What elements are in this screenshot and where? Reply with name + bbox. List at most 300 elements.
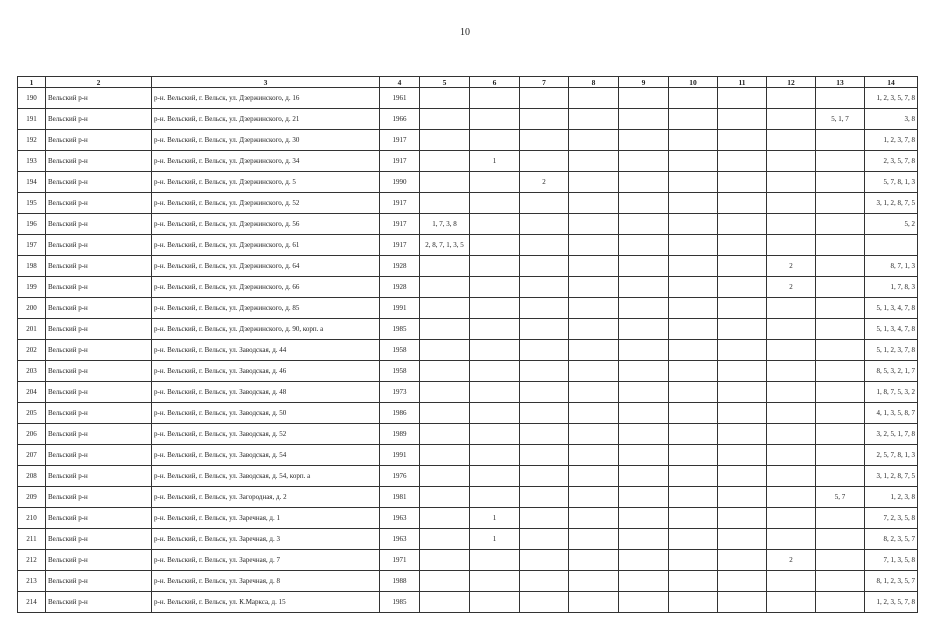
col14-cell: 5, 2 <box>865 214 918 235</box>
col5-cell <box>420 88 470 109</box>
col8-cell <box>569 529 619 550</box>
col5-cell <box>420 571 470 592</box>
table-row <box>18 508 918 529</box>
table-row <box>18 298 918 319</box>
table-row <box>18 361 918 382</box>
col8-cell <box>569 340 619 361</box>
col5-cell <box>420 151 470 172</box>
col14-cell: 1, 2, 3, 8 <box>865 487 918 508</box>
year-cell: 1917 <box>380 214 420 235</box>
col7-cell <box>520 256 569 277</box>
col12-cell <box>767 319 816 340</box>
col7-cell <box>520 445 569 466</box>
col7-cell <box>520 88 569 109</box>
col6-cell <box>470 88 520 109</box>
col5-cell <box>420 172 470 193</box>
col14-cell: 2, 5, 7, 8, 1, 3 <box>865 445 918 466</box>
table-row <box>18 130 918 151</box>
district-cell: Вельский р-н <box>46 382 152 403</box>
col7-cell <box>520 466 569 487</box>
col14-cell: 5, 1, 3, 4, 7, 8 <box>865 319 918 340</box>
col14-cell: 2, 3, 5, 7, 8 <box>865 151 918 172</box>
row-number: 194 <box>18 172 46 193</box>
col9-cell <box>619 445 669 466</box>
col11-cell <box>718 466 767 487</box>
col14-cell: 3, 1, 2, 8, 7, 5 <box>865 193 918 214</box>
col9-cell <box>619 403 669 424</box>
year-cell: 1985 <box>380 319 420 340</box>
col7-cell <box>520 382 569 403</box>
col10-cell <box>669 235 718 256</box>
col5-cell <box>420 382 470 403</box>
col6-cell <box>470 403 520 424</box>
address-cell: р-н. Вельский, г. Вельск, ул. Заводская, д. 52 <box>152 424 380 445</box>
column-header: 14 <box>865 77 918 88</box>
row-number: 207 <box>18 445 46 466</box>
col8-cell <box>569 445 619 466</box>
col11-cell <box>718 550 767 571</box>
column-header: 11 <box>718 77 767 88</box>
col8-cell <box>569 361 619 382</box>
row-number: 198 <box>18 256 46 277</box>
col9-cell <box>619 88 669 109</box>
col6-cell <box>470 571 520 592</box>
col11-cell <box>718 592 767 613</box>
col12-cell <box>767 361 816 382</box>
row-number: 213 <box>18 571 46 592</box>
col10-cell <box>669 403 718 424</box>
col14-cell: 8, 5, 3, 2, 1, 7 <box>865 361 918 382</box>
col14-cell: 1, 2, 3, 5, 7, 8 <box>865 592 918 613</box>
year-cell: 1917 <box>380 151 420 172</box>
table-row <box>18 403 918 424</box>
year-cell: 1976 <box>380 466 420 487</box>
col11-cell <box>718 235 767 256</box>
year-cell: 1917 <box>380 235 420 256</box>
col7-cell <box>520 361 569 382</box>
col9-cell <box>619 130 669 151</box>
col8-cell <box>569 592 619 613</box>
col5-cell <box>420 361 470 382</box>
col10-cell <box>669 298 718 319</box>
column-header: 8 <box>569 77 619 88</box>
col14-cell: 7, 1, 3, 5, 8 <box>865 550 918 571</box>
col10-cell <box>669 193 718 214</box>
col9-cell <box>619 487 669 508</box>
col6-cell <box>470 361 520 382</box>
col9-cell <box>619 298 669 319</box>
col6-cell <box>470 340 520 361</box>
district-cell: Вельский р-н <box>46 424 152 445</box>
col10-cell <box>669 361 718 382</box>
col10-cell <box>669 172 718 193</box>
col12-cell <box>767 340 816 361</box>
col8-cell <box>569 403 619 424</box>
col9-cell <box>619 235 669 256</box>
year-cell: 1990 <box>380 172 420 193</box>
col11-cell <box>718 256 767 277</box>
col13-cell <box>816 214 865 235</box>
col11-cell <box>718 88 767 109</box>
year-cell: 1988 <box>380 571 420 592</box>
col8-cell <box>569 88 619 109</box>
col5-cell <box>420 424 470 445</box>
address-cell: р-н. Вельский, г. Вельск, ул. Заречная, д. 1 <box>152 508 380 529</box>
col13-cell <box>816 298 865 319</box>
col8-cell <box>569 172 619 193</box>
col7-cell <box>520 487 569 508</box>
column-header: 12 <box>767 77 816 88</box>
year-cell: 1991 <box>380 445 420 466</box>
col11-cell <box>718 214 767 235</box>
col14-cell: 7, 2, 3, 5, 8 <box>865 508 918 529</box>
year-cell: 1991 <box>380 298 420 319</box>
column-header: 5 <box>420 77 470 88</box>
row-number: 205 <box>18 403 46 424</box>
address-cell: р-н. Вельский, г. Вельск, ул. Дзержинского, д. 34 <box>152 151 380 172</box>
col11-cell <box>718 193 767 214</box>
col11-cell <box>718 508 767 529</box>
table-row <box>18 88 918 109</box>
col11-cell <box>718 445 767 466</box>
col10-cell <box>669 382 718 403</box>
col11-cell <box>718 403 767 424</box>
col7-cell <box>520 130 569 151</box>
column-header: 2 <box>46 77 152 88</box>
col12-cell <box>767 529 816 550</box>
col10-cell <box>669 550 718 571</box>
col5-cell <box>420 466 470 487</box>
col8-cell <box>569 151 619 172</box>
col13-cell: 5, 7 <box>816 487 865 508</box>
col5-cell <box>420 109 470 130</box>
col9-cell <box>619 109 669 130</box>
col13-cell: 5, 1, 7 <box>816 109 865 130</box>
col5-cell <box>420 487 470 508</box>
col12-cell <box>767 571 816 592</box>
col9-cell <box>619 571 669 592</box>
col9-cell <box>619 193 669 214</box>
col6-cell <box>470 193 520 214</box>
col12-cell <box>767 235 816 256</box>
col5-cell <box>420 256 470 277</box>
row-number: 192 <box>18 130 46 151</box>
col13-cell <box>816 151 865 172</box>
row-number: 190 <box>18 88 46 109</box>
district-cell: Вельский р-н <box>46 235 152 256</box>
col9-cell <box>619 592 669 613</box>
col6-cell <box>470 109 520 130</box>
col12-cell <box>767 298 816 319</box>
col7-cell <box>520 592 569 613</box>
col5-cell <box>420 403 470 424</box>
address-cell: р-н. Вельский, г. Вельск, ул. Заводская, д. 54 <box>152 445 380 466</box>
col9-cell <box>619 172 669 193</box>
address-cell: р-н. Вельский, г. Вельск, ул. Дзержинского, д. 85 <box>152 298 380 319</box>
column-header: 6 <box>470 77 520 88</box>
col6-cell: 1 <box>470 151 520 172</box>
col12-cell <box>767 592 816 613</box>
col9-cell <box>619 361 669 382</box>
col11-cell <box>718 277 767 298</box>
col10-cell <box>669 214 718 235</box>
col10-cell <box>669 277 718 298</box>
col13-cell <box>816 361 865 382</box>
col11-cell <box>718 298 767 319</box>
col13-cell <box>816 529 865 550</box>
address-cell: р-н. Вельский, г. Вельск, ул. Заводская, д. 54, корп. а <box>152 466 380 487</box>
col13-cell <box>816 550 865 571</box>
col14-cell: 8, 7, 1, 3 <box>865 256 918 277</box>
col10-cell <box>669 445 718 466</box>
col7-cell <box>520 529 569 550</box>
address-cell: р-н. Вельский, г. Вельск, ул. Заречная, д. 7 <box>152 550 380 571</box>
col6-cell <box>470 172 520 193</box>
col11-cell <box>718 109 767 130</box>
col13-cell <box>816 277 865 298</box>
col11-cell <box>718 319 767 340</box>
col5-cell <box>420 319 470 340</box>
table-row <box>18 319 918 340</box>
year-cell: 1971 <box>380 550 420 571</box>
address-cell: р-н. Вельский, г. Вельск, ул. Заводская, д. 44 <box>152 340 380 361</box>
col7-cell <box>520 403 569 424</box>
col13-cell <box>816 193 865 214</box>
district-cell: Вельский р-н <box>46 592 152 613</box>
table-row <box>18 382 918 403</box>
col8-cell <box>569 214 619 235</box>
address-cell: р-н. Вельский, г. Вельск, ул. К.Маркса, д. 15 <box>152 592 380 613</box>
table-row <box>18 214 918 235</box>
address-cell: р-н. Вельский, г. Вельск, ул. Дзержинского, д. 52 <box>152 193 380 214</box>
row-number: 211 <box>18 529 46 550</box>
district-cell: Вельский р-н <box>46 319 152 340</box>
column-header: 1 <box>18 77 46 88</box>
row-number: 191 <box>18 109 46 130</box>
col10-cell <box>669 424 718 445</box>
table-row <box>18 487 918 508</box>
district-cell: Вельский р-н <box>46 361 152 382</box>
year-cell: 1986 <box>380 403 420 424</box>
page-number: 10 <box>460 27 470 38</box>
col6-cell <box>470 319 520 340</box>
column-header: 10 <box>669 77 718 88</box>
col13-cell <box>816 424 865 445</box>
table-row <box>18 550 918 571</box>
column-header: 3 <box>152 77 380 88</box>
col7-cell <box>520 298 569 319</box>
col7-cell <box>520 235 569 256</box>
col14-cell: 1, 8, 7, 5, 3, 2 <box>865 382 918 403</box>
col6-cell <box>470 424 520 445</box>
col5-cell <box>420 298 470 319</box>
col7-cell <box>520 340 569 361</box>
col13-cell <box>816 592 865 613</box>
row-number: 206 <box>18 424 46 445</box>
col10-cell <box>669 88 718 109</box>
col7-cell: 2 <box>520 172 569 193</box>
year-cell: 1917 <box>380 193 420 214</box>
district-cell: Вельский р-н <box>46 550 152 571</box>
table-row <box>18 445 918 466</box>
table-row <box>18 466 918 487</box>
row-number: 199 <box>18 277 46 298</box>
district-cell: Вельский р-н <box>46 445 152 466</box>
column-header: 4 <box>380 77 420 88</box>
col6-cell: 1 <box>470 508 520 529</box>
col8-cell <box>569 298 619 319</box>
col7-cell <box>520 109 569 130</box>
row-number: 197 <box>18 235 46 256</box>
table-row <box>18 172 918 193</box>
year-cell: 1966 <box>380 109 420 130</box>
col6-cell: 1 <box>470 529 520 550</box>
col13-cell <box>816 382 865 403</box>
col14-cell: 1, 7, 8, 3 <box>865 277 918 298</box>
row-number: 200 <box>18 298 46 319</box>
table-row <box>18 340 918 361</box>
col5-cell: 1, 7, 3, 8 <box>420 214 470 235</box>
col10-cell <box>669 487 718 508</box>
year-cell: 1958 <box>380 361 420 382</box>
col13-cell <box>816 319 865 340</box>
col7-cell <box>520 151 569 172</box>
row-number: 193 <box>18 151 46 172</box>
col8-cell <box>569 319 619 340</box>
col7-cell <box>520 424 569 445</box>
district-cell: Вельский р-н <box>46 487 152 508</box>
district-cell: Вельский р-н <box>46 466 152 487</box>
col6-cell <box>470 298 520 319</box>
col9-cell <box>619 550 669 571</box>
district-cell: Вельский р-н <box>46 529 152 550</box>
district-cell: Вельский р-н <box>46 298 152 319</box>
col6-cell <box>470 214 520 235</box>
col11-cell <box>718 382 767 403</box>
table-row <box>18 529 918 550</box>
table-row <box>18 277 918 298</box>
col9-cell <box>619 529 669 550</box>
col10-cell <box>669 319 718 340</box>
col7-cell <box>520 508 569 529</box>
col7-cell <box>520 571 569 592</box>
col9-cell <box>619 256 669 277</box>
col13-cell <box>816 340 865 361</box>
col14-cell: 5, 7, 8, 1, 3 <box>865 172 918 193</box>
row-number: 201 <box>18 319 46 340</box>
table-body <box>18 88 918 613</box>
col12-cell: 2 <box>767 277 816 298</box>
col9-cell <box>619 319 669 340</box>
district-cell: Вельский р-н <box>46 151 152 172</box>
address-cell: р-н. Вельский, г. Вельск, ул. Загородная, д. 2 <box>152 487 380 508</box>
district-cell: Вельский р-н <box>46 340 152 361</box>
year-cell: 1985 <box>380 592 420 613</box>
address-cell: р-н. Вельский, г. Вельск, ул. Дзержинского, д. 56 <box>152 214 380 235</box>
district-cell: Вельский р-н <box>46 130 152 151</box>
col12-cell <box>767 193 816 214</box>
district-cell: Вельский р-н <box>46 172 152 193</box>
row-number: 214 <box>18 592 46 613</box>
address-cell: р-н. Вельский, г. Вельск, ул. Дзержинского, д. 21 <box>152 109 380 130</box>
header-row <box>18 77 918 88</box>
col7-cell <box>520 550 569 571</box>
address-cell: р-н. Вельский, г. Вельск, ул. Заречная, д. 8 <box>152 571 380 592</box>
district-cell: Вельский р-н <box>46 277 152 298</box>
col13-cell <box>816 130 865 151</box>
col12-cell <box>767 508 816 529</box>
col10-cell <box>669 529 718 550</box>
col12-cell <box>767 172 816 193</box>
col6-cell <box>470 256 520 277</box>
col10-cell <box>669 340 718 361</box>
col7-cell <box>520 319 569 340</box>
col14-cell: 3, 1, 2, 8, 7, 5 <box>865 466 918 487</box>
col11-cell <box>718 130 767 151</box>
col13-cell <box>816 403 865 424</box>
col12-cell <box>767 466 816 487</box>
col11-cell <box>718 571 767 592</box>
address-cell: р-н. Вельский, г. Вельск, ул. Дзержинского, д. 30 <box>152 130 380 151</box>
col12-cell <box>767 424 816 445</box>
year-cell: 1928 <box>380 256 420 277</box>
year-cell: 1989 <box>380 424 420 445</box>
col9-cell <box>619 424 669 445</box>
address-cell: р-н. Вельский, г. Вельск, ул. Заречная, д. 3 <box>152 529 380 550</box>
col6-cell <box>470 382 520 403</box>
district-cell: Вельский р-н <box>46 403 152 424</box>
column-header: 9 <box>619 77 669 88</box>
col7-cell <box>520 214 569 235</box>
col12-cell <box>767 88 816 109</box>
col9-cell <box>619 340 669 361</box>
col6-cell <box>470 235 520 256</box>
col10-cell <box>669 151 718 172</box>
col11-cell <box>718 340 767 361</box>
col11-cell <box>718 172 767 193</box>
col13-cell <box>816 445 865 466</box>
col14-cell: 4, 1, 3, 5, 8, 7 <box>865 403 918 424</box>
col10-cell <box>669 256 718 277</box>
row-number: 195 <box>18 193 46 214</box>
col5-cell <box>420 445 470 466</box>
row-number: 210 <box>18 508 46 529</box>
col9-cell <box>619 151 669 172</box>
col8-cell <box>569 571 619 592</box>
col8-cell <box>569 277 619 298</box>
col12-cell <box>767 130 816 151</box>
col9-cell <box>619 466 669 487</box>
col6-cell <box>470 466 520 487</box>
col13-cell <box>816 508 865 529</box>
col14-cell <box>865 235 918 256</box>
district-cell: Вельский р-н <box>46 193 152 214</box>
year-cell: 1928 <box>380 277 420 298</box>
table-row <box>18 109 918 130</box>
col8-cell <box>569 550 619 571</box>
address-cell: р-н. Вельский, г. Вельск, ул. Заводская, д. 46 <box>152 361 380 382</box>
col12-cell <box>767 403 816 424</box>
year-cell: 1963 <box>380 508 420 529</box>
col12-cell <box>767 151 816 172</box>
col13-cell <box>816 88 865 109</box>
col13-cell <box>816 235 865 256</box>
col7-cell <box>520 193 569 214</box>
col12-cell <box>767 109 816 130</box>
row-number: 208 <box>18 466 46 487</box>
col14-cell: 5, 1, 3, 4, 7, 8 <box>865 298 918 319</box>
col14-cell: 8, 1, 2, 3, 5, 7 <box>865 571 918 592</box>
